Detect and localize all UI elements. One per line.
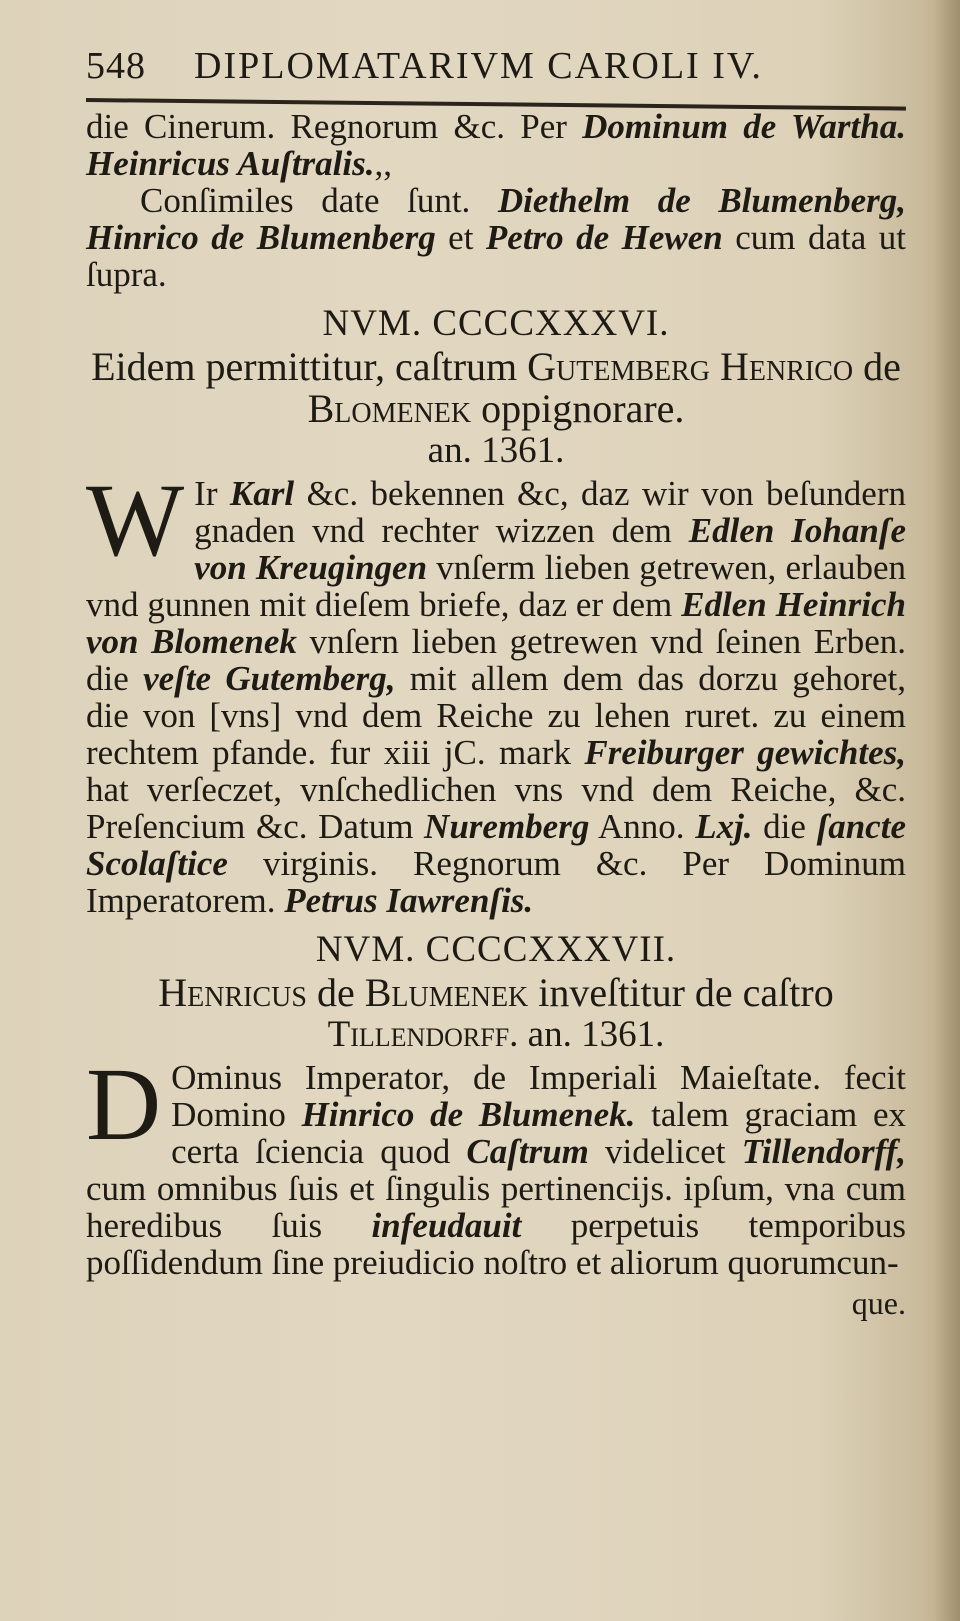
page-number: 548 xyxy=(86,45,146,87)
smallcaps-segment: Tillendorff. xyxy=(327,1014,519,1055)
italic-segment: Diethelm de Blumenberg, xyxy=(497,181,906,220)
text-segment: vnſerm lieben getrewen, erlauben vnd gunnen mit dieſem briefe, daz er dem xyxy=(86,548,906,624)
running-head xyxy=(86,44,906,100)
text-segment: de xyxy=(853,344,901,389)
document-437 xyxy=(86,931,906,1281)
document-body xyxy=(86,1047,907,1282)
text-segment: Anno. xyxy=(589,807,696,846)
text-segment: Conſimiles date ſunt. xyxy=(140,181,498,220)
italic-segment: Caſtrum xyxy=(466,1132,589,1171)
italic-segment: veſte Gutemberg, xyxy=(143,659,396,698)
italic-segment: Karl xyxy=(229,474,295,513)
running-title: DIPLOMATARIVM CAROLI IV. xyxy=(194,45,763,87)
italic-segment: Petrus Iawrenſis. xyxy=(284,881,534,920)
previous-document-ending xyxy=(86,108,906,182)
italic-segment: ſancte Scolaſtice xyxy=(86,807,906,883)
text-segment: vnſern lieben getrewen vnd ſeinen Erben. die xyxy=(86,622,906,698)
similar-grants-note xyxy=(86,182,906,293)
text-segment: cum omnibus ſuis et ſingulis pertinencijs. ipſum, vna cum heredibus ſuis xyxy=(86,1169,906,1245)
text-segment: oppignorare. xyxy=(471,386,685,431)
drop-cap: D xyxy=(86,1047,162,1162)
text-segment: videlicet xyxy=(588,1132,742,1171)
smallcaps-segment: Blomenek xyxy=(307,386,472,431)
text-segment: Ominus Imperator, de Imperiali Maieſtate. fecit Domino xyxy=(171,1058,906,1134)
text-segment: die xyxy=(752,807,817,846)
text-segment: hat verſeczet, vnſchedlichen vns vnd dem Reiche, &c. Preſencium &c. Datum xyxy=(86,770,906,846)
text-segment: de xyxy=(306,970,365,1015)
document-date: an. 1361. xyxy=(427,430,565,471)
document-heading xyxy=(86,972,906,1014)
document-body xyxy=(86,463,907,920)
italic-segment: Edlen Heinrich von Blomenek xyxy=(86,585,906,661)
text-segment: Ir xyxy=(194,474,230,513)
italic-segment: infeudauit xyxy=(371,1206,522,1245)
text-segment: Eidem permittitur, caſtrum xyxy=(91,344,528,389)
text-segment: mit allem dem das dorzu gehoret, die von [vns] vnd dem Reiche zu lehen ruret. zu einem rechtem pfande. fur xiii jC. mark xyxy=(86,659,906,772)
text-segment: cum data ut ſupra. xyxy=(86,218,906,294)
italic-segment: Freiburger gewichtes, xyxy=(584,733,907,772)
italic-segment: Petro de Hewen xyxy=(485,218,723,257)
smallcaps-segment: Henricus xyxy=(158,970,307,1015)
smallcaps-segment: Blumenek xyxy=(364,970,529,1015)
italic-segment: Tillendorff, xyxy=(741,1132,906,1171)
italic-segment: Lxj. xyxy=(695,807,753,846)
smallcaps-segment: Gutemberg Henrico xyxy=(527,344,854,389)
text-segment: talem graciam ex certa ſciencia quod xyxy=(171,1095,907,1171)
text-segment: inveſtitur de caſtro xyxy=(528,970,834,1015)
italic-segment: Hinrico de Blumenberg xyxy=(86,218,436,257)
page-gutter-shadow xyxy=(934,0,960,1621)
text-segment: perpetuis temporibus poſſidendum ſine preiudicio noſtro et aliorum quorumcun- xyxy=(86,1206,906,1282)
text-segment: et xyxy=(435,218,486,257)
italic-segment: Nuremberg xyxy=(424,807,590,846)
document-heading xyxy=(86,346,906,430)
document-heading-place-date xyxy=(86,1016,906,1053)
text-segment: &c. bekennen &c, daz wir von beſundern gnaden vnd rechter wizzen dem xyxy=(194,474,906,550)
document-436 xyxy=(86,305,906,919)
page-content xyxy=(86,108,906,1322)
document-date: an. 1361. xyxy=(518,1014,665,1055)
italic-segment: Edlen Iohanſe von Kreugingen xyxy=(194,511,906,587)
italic-segment: Hinrico de Blumenek. xyxy=(301,1095,636,1134)
catchword: que. xyxy=(851,1285,906,1321)
italic-segment: Dominum de Wartha. Heinricus Auſtralis. xyxy=(86,107,906,183)
document-number: NVM. CCCCXXXVI. xyxy=(322,303,670,344)
text-segment: virginis. Regnorum &c. Per Dominum Imperatorem. xyxy=(86,844,906,920)
text-segment: die Cinerum. Regnorum &c. Per xyxy=(86,107,583,146)
document-number: NVM. CCCCXXXVII. xyxy=(315,929,677,970)
text-segment: ,, xyxy=(374,144,392,183)
drop-cap: W xyxy=(86,463,185,578)
